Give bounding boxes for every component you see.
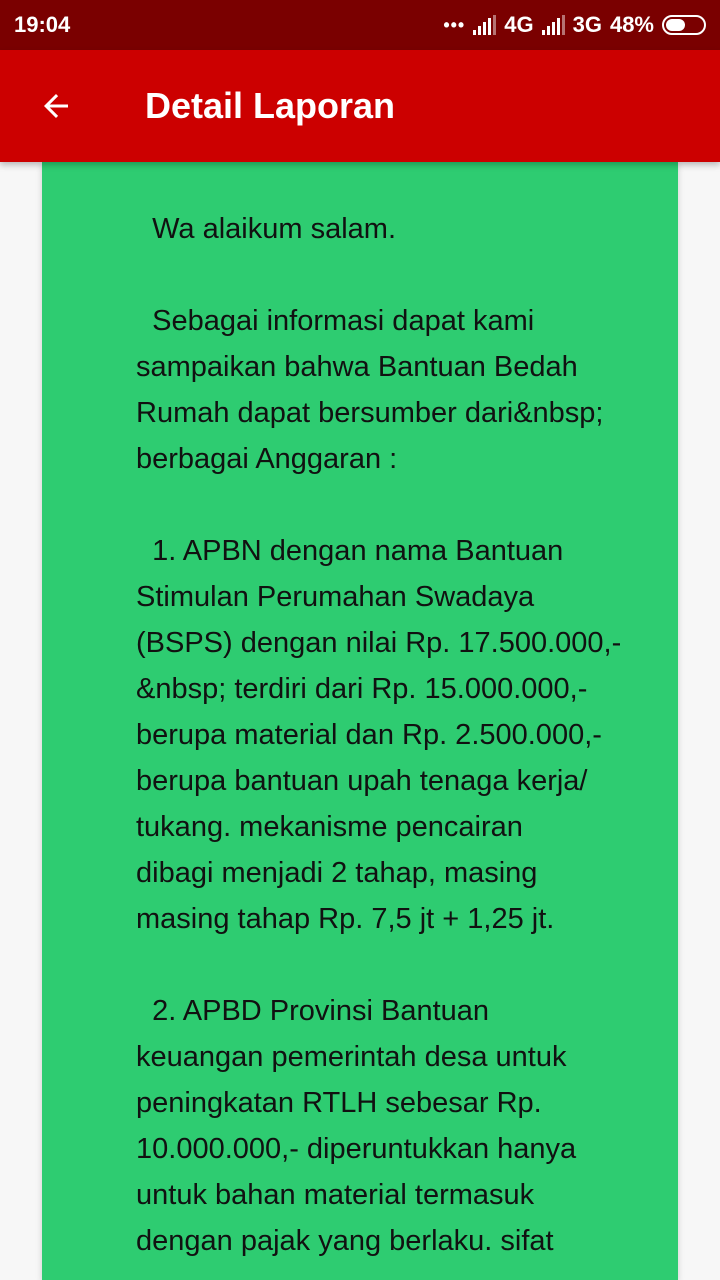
- status-bar: [0, 0, 720, 50]
- signal-strength-icon: [542, 15, 565, 35]
- report-body: Wa alaikum salam. Sebagai informasi dapat kami sampaikan bahwa Bantuan Bedah Rumah dapat bersumber dari&nbsp; berbagai Anggaran : 1. APBN dengan nama Bantuan Stimulan Perumahan Swadaya (BSPS) dengan nilai Rp. 17.500.000,- &nbsp; terdiri dari Rp. 15.000.000,- berupa material dan Rp. 2.500.000,- berupa bantuan upah tenaga kerja/ tukang. mekanisme pencairan dibagi menjadi 2 tahap, masing masing tahap Rp. 7,5 jt + 1,25 jt. 2. APBD Provinsi Bantuan keuangan pemerintah desa untuk peningkatan RTLH sebesar Rp. 10.000.000,- diperuntukkan hanya untuk bahan material termasuk dengan pajak yang berlaku. sifat: [136, 213, 622, 1257]
- signal-strength-icon: [473, 15, 496, 35]
- network-type-3g: 3G: [572, 12, 602, 37]
- battery-icon: [662, 15, 706, 35]
- back-button[interactable]: [0, 50, 112, 162]
- app-bar: [0, 50, 720, 162]
- network-type-4g: 4G: [504, 12, 534, 37]
- status-indicators: [443, 12, 706, 38]
- notification-dots-icon: •••: [443, 14, 466, 35]
- status-time: 19:04: [14, 12, 71, 37]
- arrow-back-icon: [38, 88, 74, 124]
- report-card: [42, 162, 678, 1280]
- battery-percentage: 48%: [609, 12, 654, 37]
- page-title: Detail Laporan: [145, 85, 396, 126]
